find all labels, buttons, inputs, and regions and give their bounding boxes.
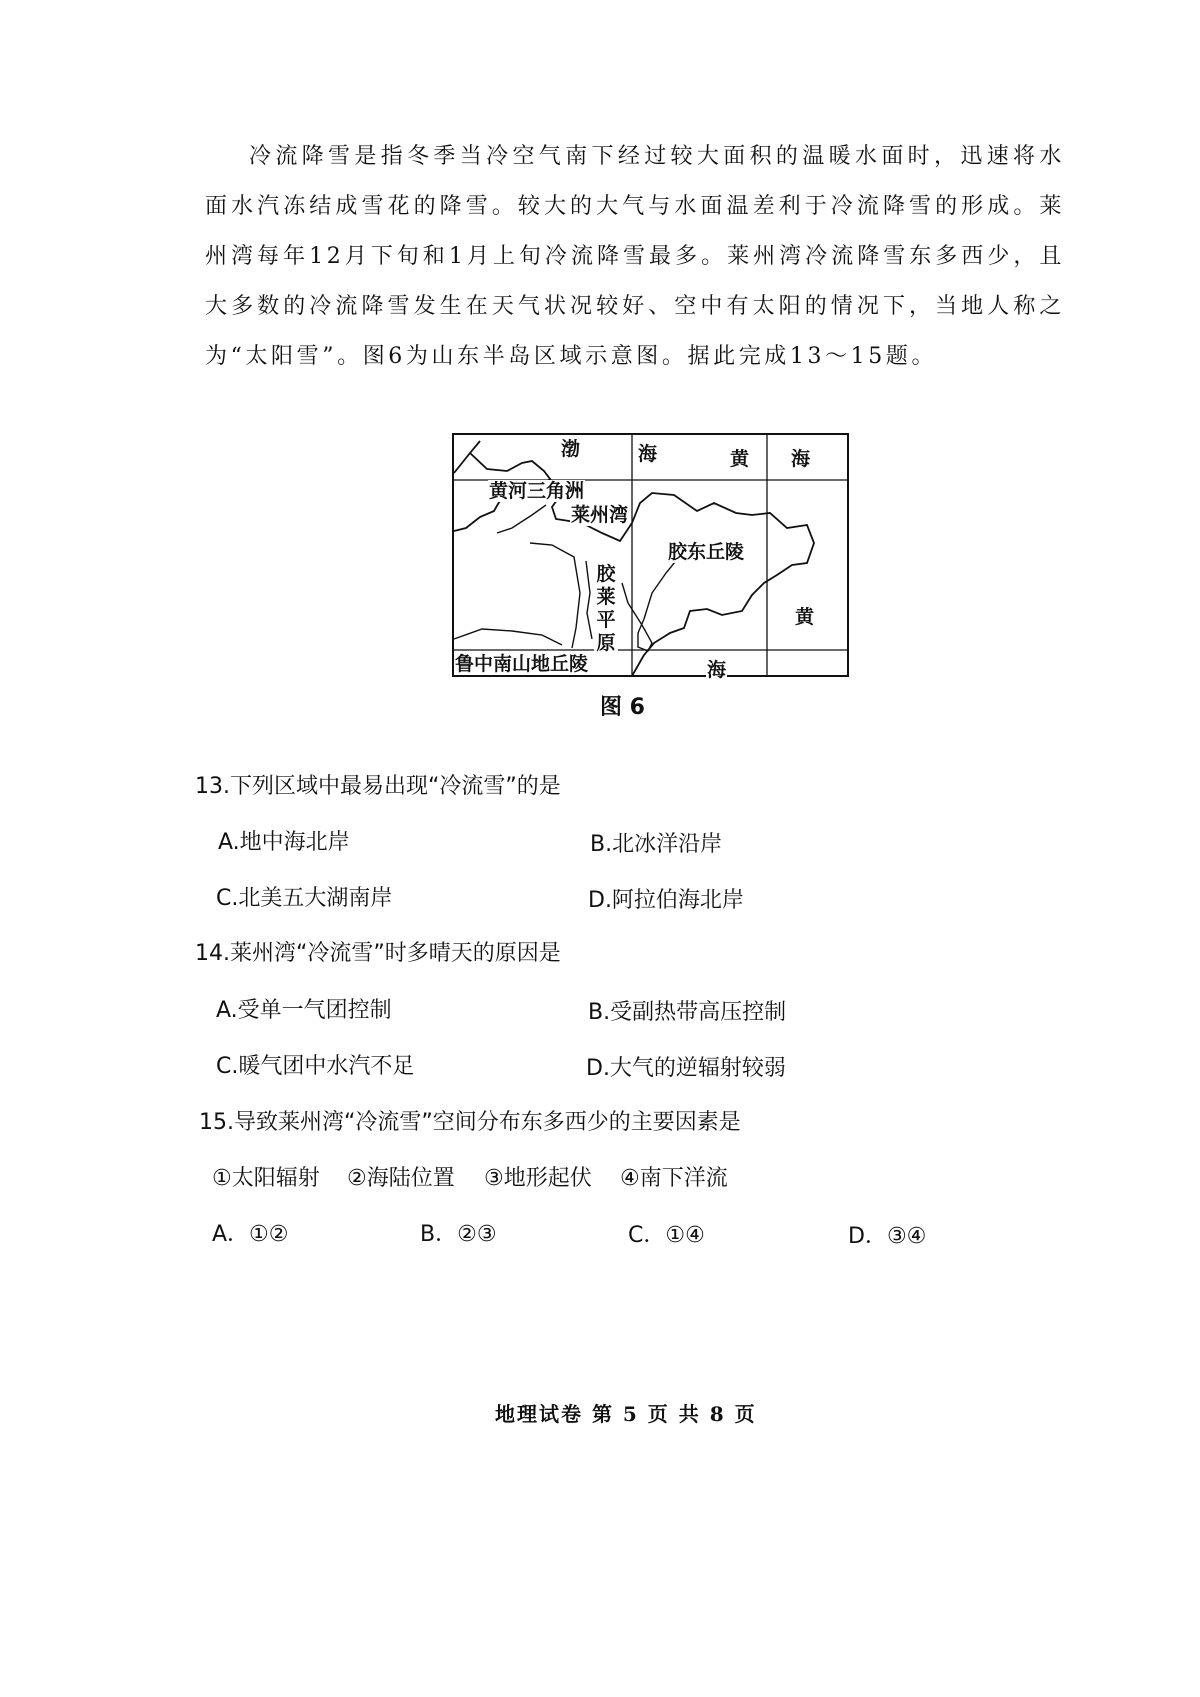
q14-option-b: B.受副热带高压控制 (588, 1000, 787, 1025)
q15-factor-4: ④南下洋流 (620, 1166, 728, 1191)
label-jiaodong-hills: 胶东丘陵 (668, 541, 745, 563)
q15-option-a: A．①② (212, 1222, 289, 1247)
label-yellow-sea-4: 海 (707, 659, 727, 681)
label-yellow-sea-3: 黄 (795, 606, 815, 628)
question-14-stem: 14.莱州湾“冷流雪”时多晴天的原因是 (195, 941, 561, 966)
q14-option-d: D.大气的逆辐射较弱 (586, 1056, 786, 1081)
question-15-stem: 15.导致莱州湾“冷流雪”空间分布东多西少的主要因素是 (199, 1110, 741, 1135)
q15-option-c: C．①④ (628, 1223, 705, 1248)
q13-option-d: D.阿拉伯海北岸 (588, 888, 744, 913)
label-jiaolai-plain: 胶莱平原 (594, 563, 618, 655)
page-footer: 地理试卷 第 5 页 共 8 页 (495, 1402, 757, 1426)
figure-caption: 图 6 (600, 695, 645, 720)
label-yellow-sea-2: 海 (791, 448, 811, 470)
q13-option-c: C.北美五大湖南岸 (216, 886, 393, 911)
q15-factor-3: ③地形起伏 (484, 1166, 592, 1191)
q13-option-b: B.北冰洋沿岸 (590, 832, 723, 857)
label-bohai-1: 渤 (561, 438, 581, 460)
q15-option-d: D．③④ (848, 1224, 927, 1249)
label-yellow-sea-1: 黄 (730, 448, 750, 470)
q14-option-c: C.暖气团中水汽不足 (216, 1054, 415, 1079)
label-laizhou-bay: 莱州湾 (571, 504, 629, 526)
q15-factor-2: ②海陆位置 (347, 1166, 455, 1191)
intro-passage: 冷流降雪是指冬季当冷空气南下经过较大面积的温暖水面时，迅速将水面水汽冻结成雪花的降雪。较大的大气与水面温差利于冷流降雪的形成。莱州湾每年12月下旬和1月上旬冷流降雪最多。莱州湾冷流降雪东多西少，且大多数的冷流降雪发生在天气状况较好、空中有太阳的情况下，当地人称之为“太阳雪”。图6为山东半岛区域示意图。据此完成13～15题。 (205, 144, 1065, 369)
q15-factor-1: ①太阳辐射 (212, 1166, 320, 1191)
map-figure-shandong (452, 433, 850, 681)
q14-option-a: A.受单一气团控制 (216, 998, 392, 1023)
q15-option-b: B．②③ (420, 1222, 497, 1247)
question-13-stem: 13.下列区域中最易出现“冷流雪”的是 (195, 774, 561, 799)
label-bohai-2: 海 (638, 443, 658, 465)
label-luzhong-hills: 鲁中南山地丘陵 (455, 653, 589, 675)
q13-option-a: A.地中海北岸 (218, 830, 350, 855)
label-yellow-river-delta: 黄河三角洲 (489, 480, 585, 502)
